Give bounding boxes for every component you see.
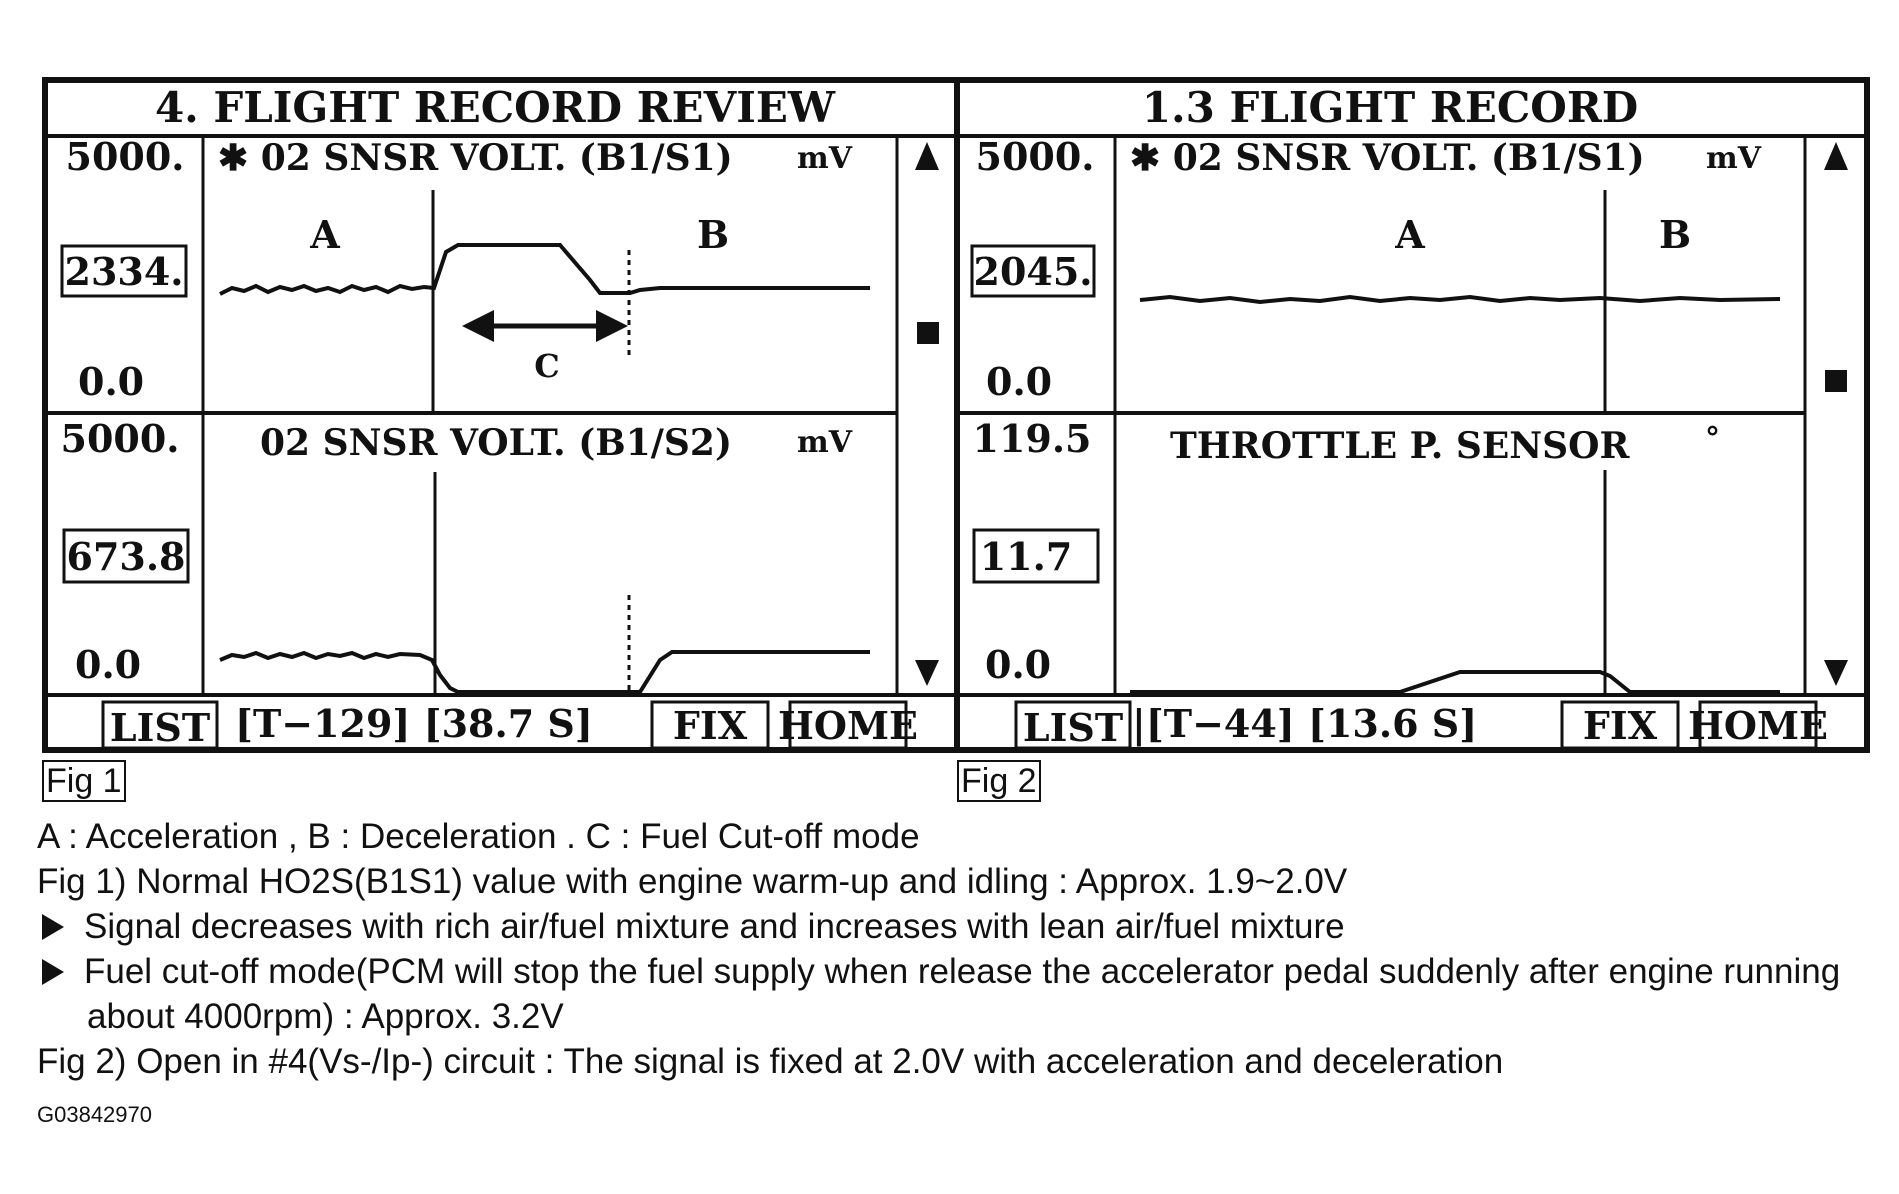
panel1-marker-b: B — [696, 212, 730, 257]
panel2-bottom-min: 0.0 — [985, 642, 1052, 687]
panel2-top-unit: mV — [1706, 141, 1762, 176]
panel2-home-label: HOME — [1687, 703, 1829, 748]
panel2-marker-b: B — [1658, 212, 1692, 257]
panel1-fix-label: FIX — [672, 703, 748, 748]
panel1-scroll-up-icon[interactable] — [915, 142, 939, 170]
panel1-top-max: 5000. — [65, 134, 185, 179]
legend-text: A : Acceleration , B : Deceleration . C : Fuel Cut-off mode — [37, 817, 920, 856]
panel2-top-trace — [1140, 297, 1780, 302]
panel2-scroll-up-icon[interactable] — [1824, 142, 1848, 170]
panel2-marker-a: A — [1395, 212, 1425, 257]
panel2-record-info: |[T−44] [13.6 S] — [1132, 701, 1478, 746]
panel1-bottom-trace — [220, 652, 870, 692]
bullet-rich-lean — [42, 904, 1345, 949]
panel1-scroll-down-icon[interactable] — [915, 660, 939, 686]
bullet-icon — [42, 914, 64, 940]
panel1-home-label: HOME — [777, 703, 919, 748]
panel1-title: 4. FLIGHT RECORD REVIEW — [154, 83, 836, 132]
panel2-bottom-unit: ° — [1705, 421, 1720, 456]
panel1-top-min: 0.0 — [78, 359, 145, 404]
fig2-note: Fig 2) Open in #4(Vs-/Ip-) circuit : The signal is fixed at 2.0V with acceleration and deceleration — [37, 1042, 1504, 1081]
panel2-bottom-value: 11.7 — [979, 534, 1073, 579]
panel1-bottom-label: 02 SNSR VOLT. (B1/S2) — [260, 422, 732, 464]
fig1-note: Fig 1) Normal HO2S(B1S1) value with engine warm-up and idling : Approx. 1.9~2.0V — [37, 862, 1348, 901]
panel2-scroll-thumb[interactable] — [1825, 370, 1847, 392]
bullet-icon — [42, 959, 64, 985]
fuel-cutoff-arrow — [462, 310, 628, 342]
bullet-fuel-cutoff — [42, 949, 1840, 994]
panel2-bottom-trace — [1130, 672, 1780, 692]
bullet-fuel-cutoff-cont: about 4000rpm) : Approx. 3.2V — [87, 997, 564, 1036]
panel2-bottom-label: THROTTLE P. SENSOR — [1170, 425, 1630, 467]
panel1-marker-c: C — [534, 347, 560, 385]
bullet-rich-lean-text: Signal decreases with rich air/fuel mixture and increases with lean air/fuel mixture — [84, 907, 1345, 946]
panel1-bottom-max: 5000. — [60, 416, 180, 461]
panel-flight-record-review — [45, 80, 957, 750]
panel1-top-label: ✱ 02 SNSR VOLT. (B1/S1) — [218, 137, 733, 179]
panel2-list-label: LIST — [1022, 705, 1124, 750]
panel2-top-label: ✱ 02 SNSR VOLT. (B1/S1) — [1130, 137, 1645, 179]
panel2-top-min: 0.0 — [986, 359, 1053, 404]
panel1-record-info: [T−129] [38.7 S] — [235, 701, 593, 746]
panel2-title: 1.3 FLIGHT RECORD — [1141, 83, 1639, 132]
panel1-list-label: LIST — [109, 705, 211, 750]
panel2-bottom-max: 119.5 — [972, 416, 1092, 461]
panel1-top-value: 2334. — [64, 249, 184, 294]
panel-flight-record — [957, 80, 1867, 750]
panel1-bottom-min: 0.0 — [75, 642, 142, 687]
panel1-marker-a: A — [310, 212, 340, 257]
panel2-top-value: 2045. — [973, 249, 1093, 294]
image-code: G03842970 — [37, 1102, 152, 1127]
panel2-top-max: 5000. — [975, 134, 1095, 179]
panel1-top-unit: mV — [797, 141, 853, 176]
panel1-bottom-unit: mV — [797, 425, 853, 460]
panel1-bottom-value: 673.8 — [66, 534, 186, 579]
bullet-fuel-cutoff-text: Fuel cut-off mode(PCM will stop the fuel supply when release the accelerator pedal suddenly after engine running — [84, 952, 1841, 991]
fig1-tag: Fig 1 — [42, 760, 126, 802]
fig2-tag: Fig 2 — [957, 760, 1041, 802]
panel2-fix-label: FIX — [1582, 703, 1658, 748]
panel2-scroll-down-icon[interactable] — [1824, 660, 1848, 686]
panel1-scroll-thumb[interactable] — [917, 322, 939, 344]
